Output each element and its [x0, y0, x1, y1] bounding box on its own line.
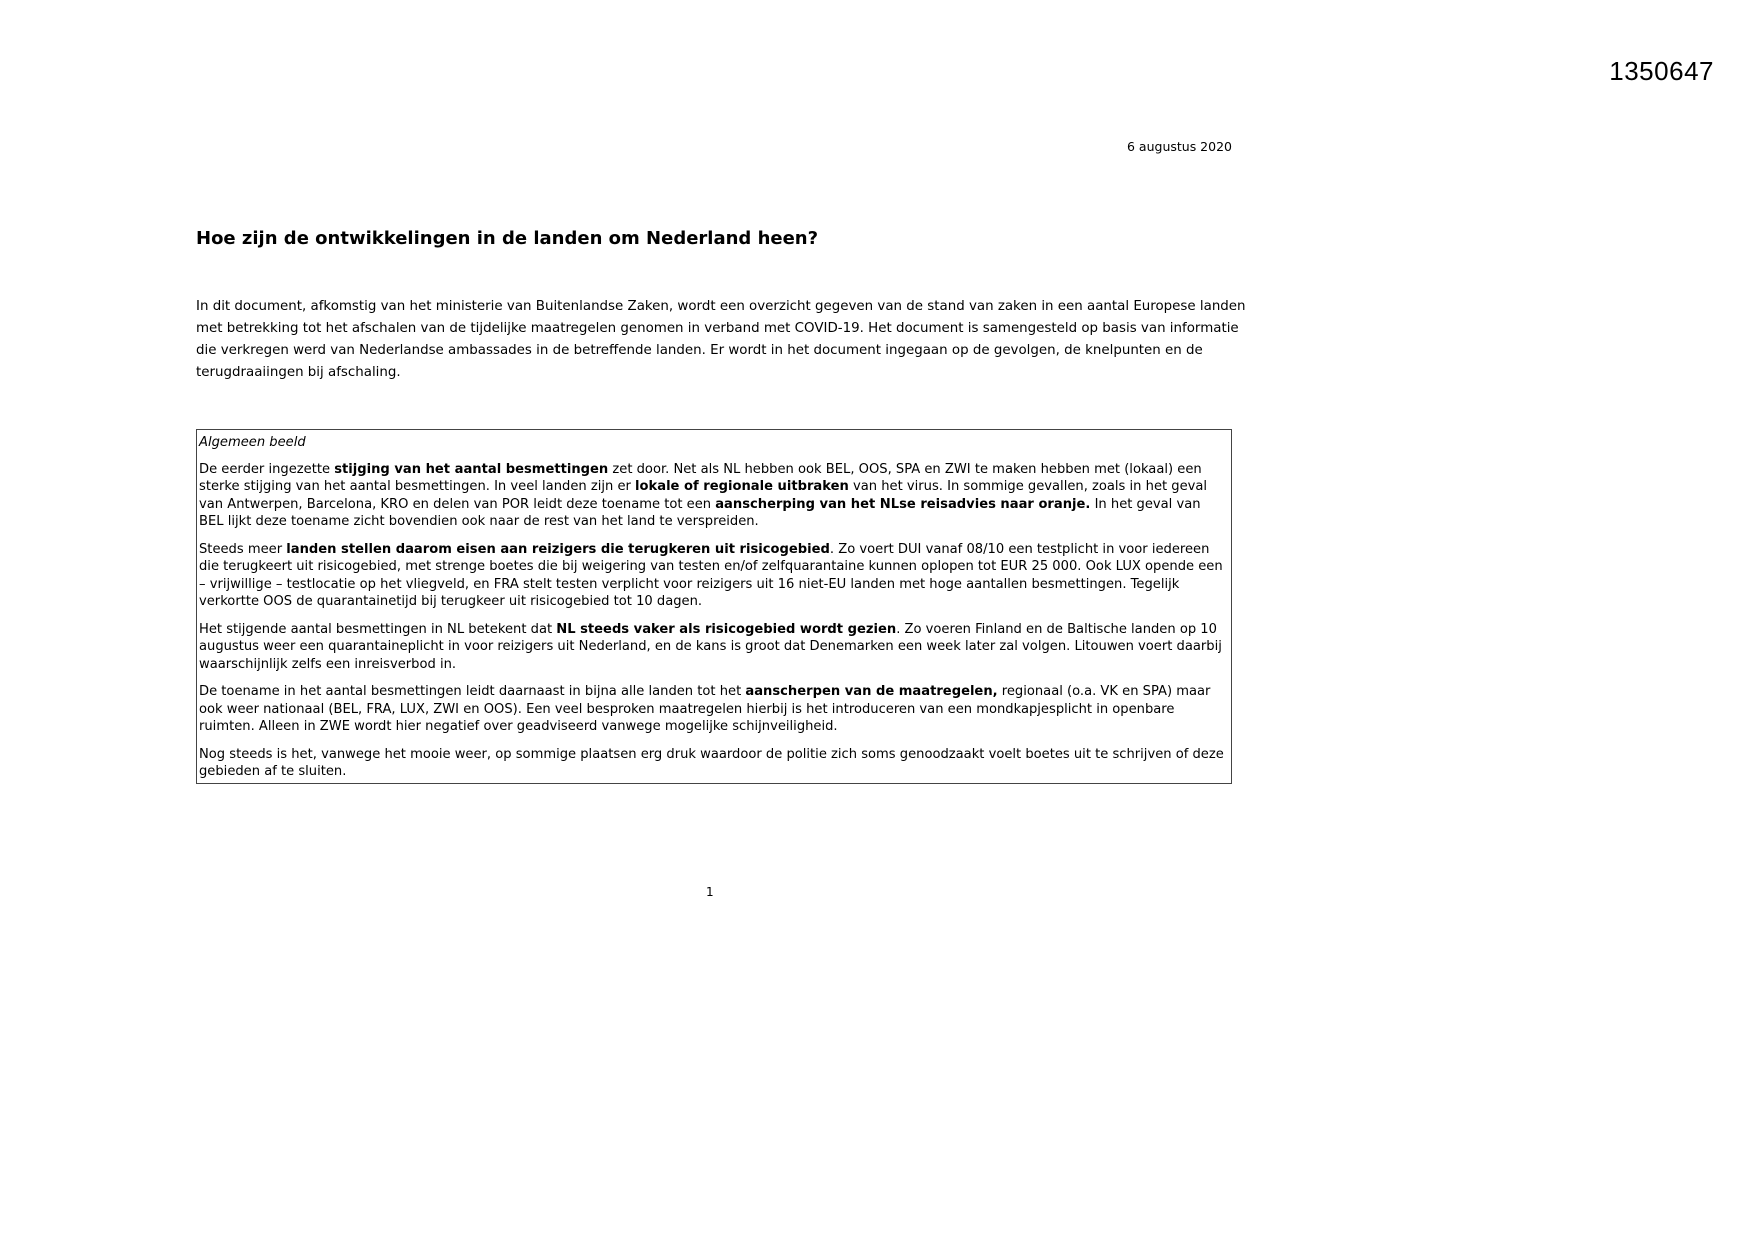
text-segment: regionaal (o.a. VK en SPA) maar ook weer nationaal (BEL, FRA, LUX, ZWI en OOS). Een veel besproken maatregelen hierbij is het introduceren van een mondkapjesplicht in openbare ruimten. Alleen in ZWE wordt hier negatief over geadviseerd vanwege mogelijke schijnveiligheid.: [199, 684, 1211, 734]
emphasis-text: landen stellen daarom eisen aan reizigers die terugkeren uit risicogebied: [286, 541, 830, 557]
emphasis-text: aanscherping van het NLse reisadvies naar oranje.: [715, 496, 1091, 512]
document-number: 1350647: [1609, 56, 1714, 86]
emphasis-text: stijging van het aantal besmettingen: [334, 461, 609, 477]
text-segment: Het stijgende aantal besmettingen in NL betekent dat: [199, 621, 557, 637]
page-number: 1: [706, 885, 714, 899]
overview-paragraph-travel-requirements: [199, 541, 1229, 611]
text-segment: Steeds meer: [199, 541, 287, 557]
text-segment: . Zo voert DUI vanaf 08/10 een testplicht in voor iedereen die terugkeert uit risicogebied, met strenge boetes die bij weigering van testen en/of zelfquarantaine kunnen oplopen tot EUR 25 000. Ook LUX opende een – vrijwillige – testlocatie op het vliegveld, en FRA stelt testen verplicht voor reizigers uit 16 niet-EU landen met hoge aantallen besmettingen. Tegelijk verkortte OOS de quarantainetijd bij terugkeer uit risicogebied tot 10 dagen.: [199, 541, 1223, 609]
text-segment: De toename in het aantal besmettingen leidt daarnaast in bijna alle landen tot het: [199, 684, 746, 699]
general-overview-box: [196, 429, 1232, 784]
overview-paragraph-infections: [199, 461, 1229, 531]
overview-paragraph-measures: [199, 683, 1229, 736]
text-segment: van het virus. In sommige gevallen, zoals in het geval van Antwerpen, Barcelona, KRO en delen van POR leidt deze toename tot een: [199, 479, 1208, 512]
intro-paragraph: In dit document, afkomstig van het ministerie van Buitenlandse Zaken, wordt een overzicht gegeven van de stand van zaken in een aantal Europese landen met betrekking tot het afschalen van de tijdelijke maatregelen genomen in verband met COVID-19. Het document is samengesteld op basis van informatie die verkregen werd van Nederlandse ambassades in de betreffende landen. Er wordt in het document ingegaan op de gevolgen, de knelpunten en de terugdraaiingen bij afschaling.: [196, 299, 1246, 380]
text-segment: . Zo voeren Finland en de Baltische landen op 10 augustus weer een quarantaineplicht in voor reizigers uit Nederland, en de kans is groot dat Denemarken een week later zal volgen. Litouwen voert daarbij waarschijnlijk zelfs een inreisverbod in.: [199, 621, 1222, 672]
text-segment: In het geval van BEL lijkt deze toename zicht bovendien ook naar de rest van het land te verspreiden.: [199, 496, 1201, 529]
text-segment: zet door. Net als NL hebben ook BEL, OOS, SPA en ZWI te maken hebben met (lokaal) een sterke stijging van het aantal besmettingen. In veel landen zijn er: [199, 461, 1202, 494]
emphasis-text: aanscherpen van de maatregelen,: [745, 684, 998, 699]
text-segment: De eerder ingezette: [199, 461, 335, 477]
page-title: Hoe zijn de ontwikkelingen in de landen om Nederland heen?: [196, 228, 819, 249]
emphasis-text: NL steeds vaker als risicogebied wordt gezien: [556, 621, 897, 637]
overview-paragraph-nl-risk-area: [199, 621, 1229, 674]
emphasis-text: lokale of regionale uitbraken: [635, 479, 849, 494]
document-date: 6 augustus 2020: [1127, 139, 1232, 154]
overview-paragraph-crowding: Nog steeds is het, vanwege het mooie weer, op sommige plaatsen erg druk waardoor de politie zich soms genoodzaakt voelt boetes uit te schrijven of deze gebieden af te sluiten.: [199, 746, 1224, 779]
box-heading: Algemeen beeld: [199, 435, 306, 450]
